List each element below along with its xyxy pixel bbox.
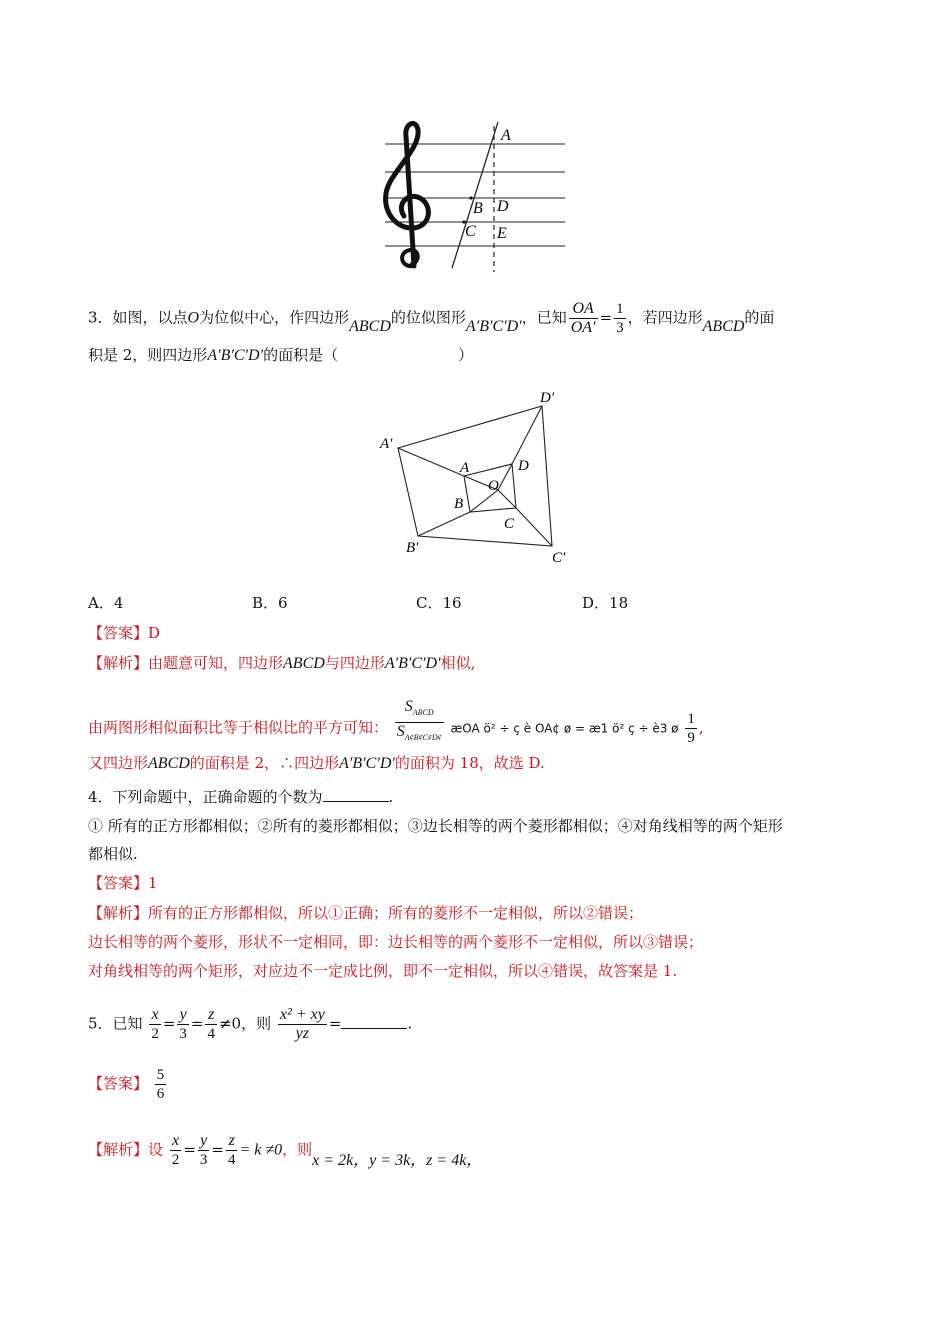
q4-analysis-line2: 边长相等的两个菱形，形状不一定相同，即：边长相等的两个菱形不一定相似，所以③错误；	[88, 933, 704, 951]
q4-answer: 【答案】1	[88, 874, 158, 892]
q4-items: ① 所有的正方形都相似；②所有的菱形都相似；③边长相等的两个菱形都相似；④对角线相等的两个矩形	[88, 817, 783, 835]
q4-stem: 4．下列命题中，正确命题的个数为 .	[88, 788, 394, 806]
q5-stem: 5．已知 $\frac{x}{2}$ = $\frac{y}{3}$ = $\frac{z}{4}$ ≠0，则 $\frac{\text{x² + xy}}{yz}$ = .	[88, 1006, 413, 1042]
outer-quadrilateral	[398, 406, 552, 546]
label-d: D	[497, 198, 509, 215]
q3-analysis-line3: 又四边形ABCD的面积是 2，∴四边形A′B′C′D′的面积为 18，故选 D.	[88, 754, 545, 772]
q4-analysis-line3: 对角线相等的两个矩形，对应边不一定成比例，即不一定相似，所以④错误，故答案是 1.	[88, 962, 678, 980]
label-b-prime: B′	[406, 540, 419, 556]
q4-analysis-line1: 【解析】所有的正方形都相似，所以①正确；所有的菱形不一定相似，所以②错误；	[88, 904, 644, 922]
q5-blank	[341, 1014, 407, 1029]
label-d-inner: D	[518, 458, 529, 474]
option-c: C．16	[416, 594, 462, 612]
option-a: A．4	[88, 594, 124, 612]
q3-analysis-line2: 由两图形相似面积比等于相似比的平方可知： $\frac{S_{ABCD}}{S_{A¢B¢C¢D¢}}$ æOA ö² ÷ ç è OA¢ ø = æ1 ö² ç ÷ è3 ø $\frac{1}{9}$ ,	[88, 698, 704, 747]
homothety-figure	[370, 384, 580, 570]
q3-line2: 积是 2，则四边形A′B′C′D′的面积是（ ）	[88, 346, 474, 364]
label-o: O	[488, 478, 499, 494]
label-c: C	[465, 223, 476, 240]
q3-ratio-fraction: $\frac{OA}{OA'}$	[570, 300, 596, 336]
q3-analysis-line1: 【解析】由题意可知，四边形ABCD与四边形A′B′C′D′相似,	[88, 654, 476, 672]
q3-line1: 3．如图，以点O为位似中心，作四边形ABCD的位似图形A′B′C′D′，已知 $\frac{OA}{OA'}$ = $\frac{1}{3}$ ，若四边形ABCD的面	[88, 300, 775, 336]
area-ratio-fraction: $\frac{S_{ABCD}}{S_{A¢B¢C¢D¢}}$	[396, 698, 442, 743]
q5-answer: 【答案】 $\frac{5}{6}$	[88, 1067, 165, 1102]
label-b-inner: B	[454, 496, 464, 512]
staff-figure	[370, 116, 580, 276]
label-e: E	[497, 225, 507, 242]
label-a-inner: A	[460, 460, 470, 476]
label-a-prime: A′	[380, 436, 393, 452]
label-a: A	[501, 127, 511, 144]
label-c-prime: C′	[552, 550, 566, 566]
label-d-prime: D′	[540, 390, 555, 406]
q5-analysis: 【解析】设 $\frac{x}{2}$ = $\frac{y}{3}$ = $\frac{z}{4}$ = k ≠0，则x = 2k，y = 3k，z = 4k，	[88, 1132, 483, 1169]
option-d: D．18	[582, 594, 629, 612]
q4-blank	[323, 787, 389, 802]
label-b: B	[473, 200, 483, 217]
q5-expression: $\frac{\text{x² + xy}}{yz}$	[279, 1006, 325, 1042]
label-c-inner: C	[504, 516, 515, 532]
q3-answer: 【答案】D	[88, 624, 161, 642]
treble-clef-icon	[386, 123, 429, 266]
q4-items-line2: 都相似.	[88, 845, 138, 863]
option-b: B．6	[252, 594, 288, 612]
